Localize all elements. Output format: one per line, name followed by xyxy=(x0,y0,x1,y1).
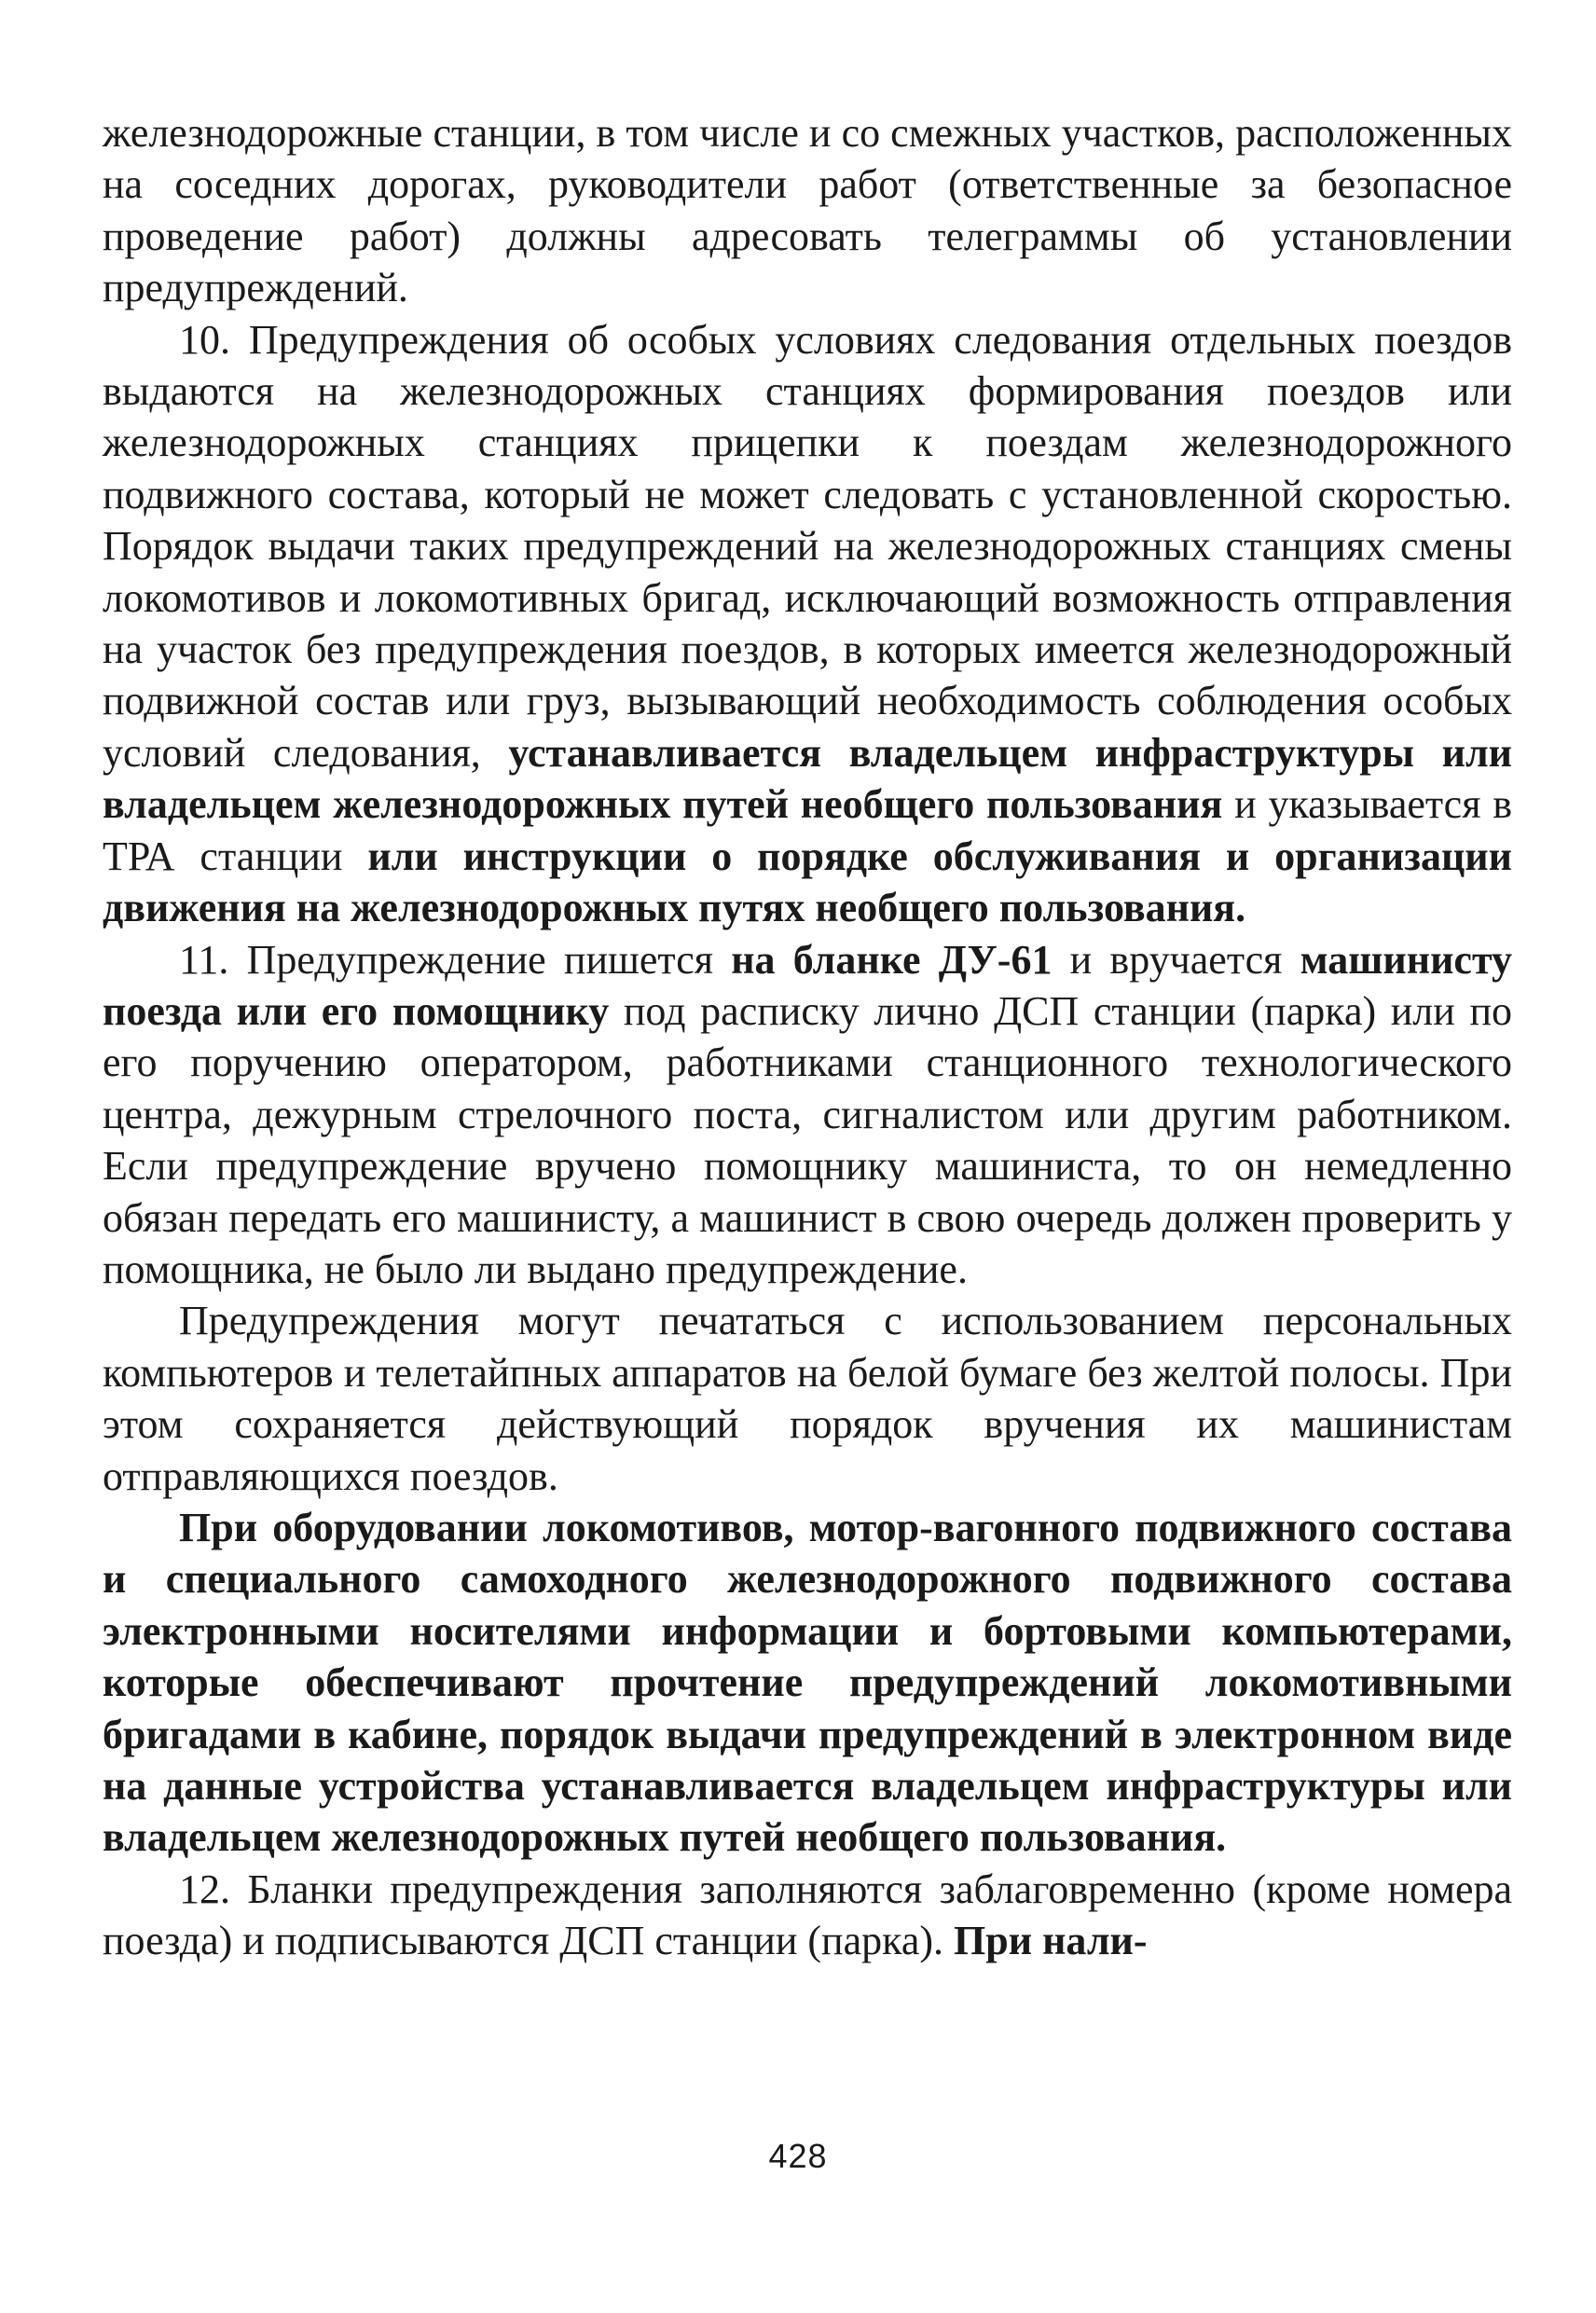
bold-text-run: или инструкции о порядке обслуживания и организации движения на железнодорожных путях необщего пользования. xyxy=(103,833,1512,931)
paragraph-printing xyxy=(103,1295,1512,1502)
bold-text-run: При оборудовании локомотивов, мотор-вагонного подвижного состава и специального самоходного железнодорожного подвижного состава электронными носителями информации и бортовыми компьютерами, которые обеспечивают прочтение предупреждений локомотивными бригадами в кабине, порядок выдачи предупреждений в электронном виде на данные устройства устанавливается владельцем инфраструктуры или владельцем железнодорожных путей необщего пользования. xyxy=(103,1504,1512,1861)
paragraph-electronic xyxy=(103,1502,1512,1864)
text-run: и вручается xyxy=(1052,936,1300,983)
paragraph-item-12 xyxy=(103,1864,1512,1967)
text-run: железнодорожные станции, в том числе и со смежных участков, расположенных на соседних дорогах, руководители работ (ответственные за безопасное проведение работ) должны адресовать телеграммы об установлении предупреждений. xyxy=(103,110,1512,311)
text-run: и указывается в ТРА станции xyxy=(103,781,1512,879)
paragraph-item-11 xyxy=(103,934,1512,1296)
bold-text-run: машинисту поезда или его помощнику xyxy=(103,936,1512,1034)
text-run: 11. Предупреждение пишется xyxy=(179,936,732,983)
text-run: 10. Предупреждения об особых условиях следования отдельных поездов выдаются на железнодорожных станциях формирования поездов или железнодорожных станциях прицепки к поездам железнодорожного подвижного состава, который не может следовать с установленной скоростью. Порядок выдачи таких предупреждений на железнодорожных станциях смены локомотивов и локомотивных бригад, исключающий возможность отправления на участок без предупреждения поездов, в которых имеется железнодорожный подвижной состав или груз, вызывающий необходимость соблюдения особых условий следования, xyxy=(103,316,1512,776)
bold-text-run: на бланке ДУ-61 xyxy=(731,936,1053,983)
text-run: Предупреждения могут печататься с использованием персональных компьютеров и телетайпных аппаратов на белой бумаге без желтой полосы. При этом сохраняется действующий порядок вручения их машинистам отправляющихся поездов. xyxy=(103,1298,1512,1499)
page-number: 428 xyxy=(768,2137,828,2175)
paragraph-item-10 xyxy=(103,314,1512,934)
bold-text-run: При нали- xyxy=(954,1918,1148,1964)
bold-text-run: устанавливается владельцем инфраструктуры или владельцем железнодорожных путей необщего пользования xyxy=(103,729,1512,828)
text-run: 12. Бланки предупреждения заполняются заблаговременно (кроме номера поезда) и подписываются ДСП станции (парка). xyxy=(103,1866,1512,1964)
text-run: под расписку лично ДСП станции (парка) или по его поручению оператором, работниками станционного технологического центра, дежурным стрелочного поста, сигналистом или другим работником. Если предупреждение вручено помощнику машиниста, то он немедленно обязан передать его машинисту, а машинист в свою очередь должен проверить у помощника, не было ли выдано предупреждение. xyxy=(103,987,1512,1292)
paragraph-continuation xyxy=(103,107,1512,314)
body-text xyxy=(103,107,1512,1967)
